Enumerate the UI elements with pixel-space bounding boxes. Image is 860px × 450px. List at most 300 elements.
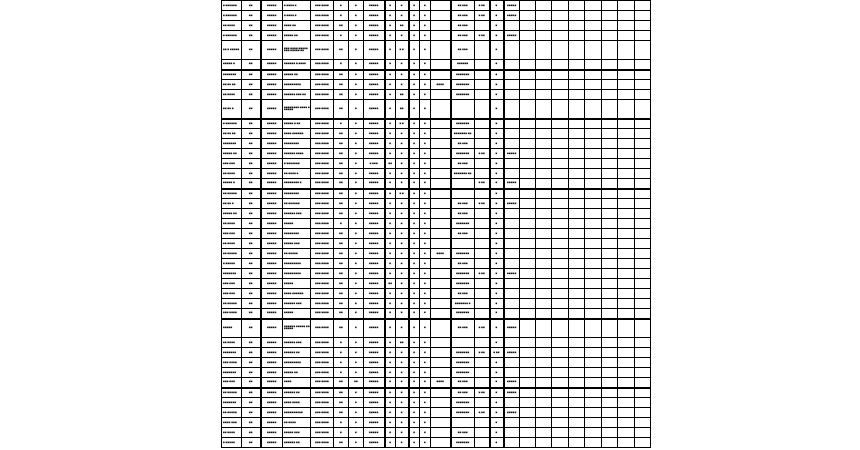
table-cell — [602, 11, 618, 21]
table-cell: ■■■ ■■■■ — [311, 189, 334, 199]
table-cell: ■ — [385, 169, 396, 179]
table-cell — [569, 21, 585, 31]
table-cell: ■■ ■■■■ — [283, 418, 311, 428]
table-cell — [569, 249, 585, 259]
table-cell — [602, 60, 618, 70]
table-cell — [520, 70, 536, 80]
table-cell: ■ — [420, 378, 431, 388]
table-cell: ■■■■■ ■ — [222, 179, 242, 189]
table-cell — [552, 41, 569, 60]
table-cell: ■ — [490, 31, 504, 41]
table-cell — [475, 239, 490, 249]
table-row — [222, 21, 651, 31]
table-cell: ■■■■■■ ■■ — [283, 438, 311, 448]
table-cell: ■■■■■ — [283, 309, 311, 319]
table-cell: ■■■■■ — [364, 249, 385, 259]
table-cell: ■■■ ■■■■ — [311, 41, 334, 60]
table-cell: ■■■ ■■■■ — [311, 179, 334, 189]
table-row — [222, 31, 651, 41]
table-cell: ■ ■■■■■■ — [222, 11, 242, 21]
table-cell: ■ — [420, 100, 431, 119]
table-cell: ■■ — [242, 80, 261, 90]
table-cell: ■ — [385, 229, 396, 239]
table-cell: ■■ — [242, 100, 261, 119]
table-cell: ■■■■■ — [504, 11, 520, 21]
table-cell — [431, 60, 451, 70]
table-cell — [585, 338, 602, 348]
table-cell — [431, 129, 451, 139]
table-cell: ■■■■■■ ■■■ — [283, 299, 311, 309]
table-cell — [504, 219, 520, 229]
table-cell — [552, 229, 569, 239]
table-row — [222, 209, 651, 219]
table-cell — [552, 70, 569, 80]
table-cell: ■■ ■■■■ — [222, 338, 242, 348]
table-cell: ■ — [420, 219, 431, 229]
table-cell: ■ — [349, 31, 364, 41]
table-cell — [552, 179, 569, 189]
table-cell — [552, 438, 569, 448]
table-cell — [585, 219, 602, 229]
table-cell: ■■■■■ — [261, 269, 283, 279]
table-cell: ■ — [334, 119, 349, 129]
table-cell — [618, 199, 635, 209]
table-cell — [520, 41, 536, 60]
table-cell: ■ — [420, 70, 431, 80]
table-cell: ■■■■■ — [364, 199, 385, 209]
table-cell: ■ — [409, 90, 420, 100]
table-cell — [618, 438, 635, 448]
table-cell: ■■■ ■■■■ — [311, 11, 334, 21]
table-cell — [431, 41, 451, 60]
table-cell — [520, 119, 536, 129]
table-cell — [475, 249, 490, 259]
table-cell — [618, 319, 635, 338]
table-cell — [520, 90, 536, 100]
table-cell — [552, 319, 569, 338]
table-cell — [431, 418, 451, 428]
table-cell: ■ — [490, 11, 504, 21]
table-cell — [475, 100, 490, 119]
table-cell: ■ — [409, 309, 420, 319]
table-cell — [585, 319, 602, 338]
table-cell — [602, 309, 618, 319]
table-cell: ■■■■■ — [261, 418, 283, 428]
table-cell: ■ — [396, 428, 409, 438]
table-cell: ■■■■■ — [364, 279, 385, 289]
table-cell — [520, 149, 536, 159]
table-cell: ■ — [490, 269, 504, 279]
table-cell: ■■ ■■■ — [451, 209, 475, 219]
table-cell — [618, 41, 635, 60]
table-cell — [536, 1, 552, 11]
table-cell: ■ — [349, 21, 364, 31]
table-cell — [536, 408, 552, 418]
table-cell — [602, 1, 618, 11]
table-cell: ■■■■ ■■■■■■ — [283, 289, 311, 299]
table-cell: ■■■■ — [431, 80, 451, 90]
table-cell: ■■ — [396, 338, 409, 348]
table-cell: ■■■■■ — [261, 378, 283, 388]
table-cell — [569, 1, 585, 11]
table-cell: ■■■■■ — [364, 289, 385, 299]
table-cell: ■ — [490, 249, 504, 259]
table-cell: ■ — [420, 159, 431, 169]
table-cell: ■■ — [385, 279, 396, 289]
table-cell — [552, 309, 569, 319]
table-cell — [504, 80, 520, 90]
table-cell — [602, 100, 618, 119]
table-cell: ■ — [409, 388, 420, 398]
table-cell: ■ ■■■■ ■ — [283, 11, 311, 21]
table-cell: ■ — [396, 249, 409, 259]
table-cell: ■■ — [242, 319, 261, 338]
table-cell: ■■■■■ — [364, 90, 385, 100]
table-cell — [552, 279, 569, 289]
table-cell: ■■■■■ — [364, 338, 385, 348]
table-cell: ■ — [334, 348, 349, 358]
table-cell: ■■■■■ — [222, 319, 242, 338]
table-cell: ■■■■■ — [364, 41, 385, 60]
table-cell — [618, 80, 635, 90]
table-cell: ■■■■■ — [364, 438, 385, 448]
table-cell: ■ — [409, 199, 420, 209]
table-cell: ■■ — [242, 229, 261, 239]
table-cell — [520, 219, 536, 229]
table-cell — [504, 438, 520, 448]
table-cell — [475, 139, 490, 149]
table-cell — [618, 269, 635, 279]
table-cell: ■ — [349, 338, 364, 348]
table-cell — [602, 289, 618, 299]
table-cell: ■ — [396, 1, 409, 11]
table-cell — [569, 239, 585, 249]
table-cell: ■■ — [334, 100, 349, 119]
table-cell: ■■■■■ — [364, 21, 385, 31]
table-cell: ■ — [490, 159, 504, 169]
table-cell — [504, 60, 520, 70]
table-row — [222, 70, 651, 80]
table-cell: ■ — [385, 119, 396, 129]
table-cell — [552, 368, 569, 378]
table-row — [222, 199, 651, 209]
table-cell — [431, 229, 451, 239]
table-cell — [618, 149, 635, 159]
spreadsheet-table — [221, 0, 651, 448]
table-cell: ■■ ■■■■ — [222, 428, 242, 438]
table-cell: ■ — [349, 129, 364, 139]
table-cell: ■■■ ■■■■ — [311, 149, 334, 159]
table-cell: ■ — [349, 398, 364, 408]
table-cell: ■ — [396, 269, 409, 279]
table-cell: ■ — [385, 358, 396, 368]
table-cell — [504, 139, 520, 149]
table-row — [222, 309, 651, 319]
table-cell: ■ — [349, 100, 364, 119]
table-row — [222, 11, 651, 21]
table-cell: ■ — [396, 229, 409, 239]
table-cell — [618, 259, 635, 269]
table-cell: ■ — [396, 80, 409, 90]
table-cell — [585, 229, 602, 239]
table-cell: ■■■■■■■ — [451, 398, 475, 408]
table-cell: ■■■■■ — [261, 348, 283, 358]
table-cell — [520, 129, 536, 139]
table-cell: ■ ■■■■■■ — [222, 119, 242, 129]
table-cell — [618, 299, 635, 309]
table-cell: ■ — [349, 80, 364, 90]
table-row — [222, 398, 651, 408]
table-cell: ■ — [385, 219, 396, 229]
table-cell — [602, 21, 618, 31]
table-cell: ■■ ■■■ — [451, 139, 475, 149]
table-cell — [585, 348, 602, 358]
table-cell: ■■■■■■■ ■ — [451, 299, 475, 309]
table-cell: ■ — [385, 398, 396, 408]
table-cell: ■ — [396, 169, 409, 179]
table-cell — [618, 60, 635, 70]
table-cell: ■ — [385, 209, 396, 219]
table-cell: ■ — [409, 289, 420, 299]
table-cell — [618, 249, 635, 259]
table-cell — [552, 149, 569, 159]
table-cell: ■ — [349, 239, 364, 249]
table-cell: ■ — [420, 11, 431, 21]
table-cell — [618, 119, 635, 129]
table-cell: ■■■■■ — [261, 259, 283, 269]
table-cell: ■■■■■■ ■■■ — [283, 338, 311, 348]
table-cell — [536, 289, 552, 299]
table-cell: ■■■■■■ ■ ■■■■ — [283, 60, 311, 70]
table-cell — [635, 179, 651, 189]
table-cell: ■ — [409, 408, 420, 418]
table-cell — [635, 348, 651, 358]
table-cell: ■■ ■ ■■■■■ — [222, 41, 242, 60]
table-cell: ■ — [396, 279, 409, 289]
table-cell — [520, 31, 536, 41]
table-cell — [585, 428, 602, 438]
table-cell: ■ — [490, 309, 504, 319]
table-cell — [585, 189, 602, 199]
table-cell — [431, 299, 451, 309]
table-row — [222, 229, 651, 239]
table-cell: ■ — [420, 428, 431, 438]
table-cell: ■ — [490, 289, 504, 299]
table-cell: ■■■ ■■■■ — [311, 358, 334, 368]
table-cell: ■ — [409, 179, 420, 189]
table-cell: ■■■ ■■■■ — [222, 309, 242, 319]
table-cell — [552, 209, 569, 219]
table-cell: ■■ — [242, 169, 261, 179]
table-cell — [585, 408, 602, 418]
table-row — [222, 388, 651, 398]
table-cell — [585, 119, 602, 129]
table-cell: ■■■■ — [431, 378, 451, 388]
table-cell — [536, 368, 552, 378]
table-cell — [504, 338, 520, 348]
table-cell — [569, 90, 585, 100]
table-cell — [602, 229, 618, 239]
table-cell: ■ — [385, 348, 396, 358]
table-cell — [431, 1, 451, 11]
table-cell: ■ — [490, 199, 504, 209]
table-cell: ■■■ ■■■■ — [311, 269, 334, 279]
table-cell: ■ — [490, 80, 504, 90]
table-cell: ■■■■■ — [364, 1, 385, 11]
table-cell: ■■ — [242, 259, 261, 269]
table-cell: ■■■ ■■■ — [222, 159, 242, 169]
table-cell: ■■■■■ — [261, 209, 283, 219]
table-cell: ■■■■■ — [364, 80, 385, 90]
table-cell — [618, 70, 635, 80]
table-cell: ■■■■■■■■■ — [283, 269, 311, 279]
table-cell — [552, 418, 569, 428]
table-cell: ■ — [409, 368, 420, 378]
table-cell: ■■■ ■■■■ — [311, 428, 334, 438]
table-cell: ■ — [396, 388, 409, 398]
table-cell — [431, 199, 451, 209]
table-cell — [569, 41, 585, 60]
table-cell — [635, 1, 651, 11]
table-cell: ■ — [396, 139, 409, 149]
table-cell — [602, 358, 618, 368]
table-cell: ■ — [396, 378, 409, 388]
table-row — [222, 259, 651, 269]
table-cell: ■ — [349, 259, 364, 269]
table-cell: ■ — [409, 60, 420, 70]
table-cell: ■ — [396, 60, 409, 70]
table-cell — [569, 31, 585, 41]
table-cell: ■■■■■ — [364, 269, 385, 279]
table-cell: ■■ ■■■■ ■ — [283, 169, 311, 179]
table-cell: ■■ ■■■■■ — [222, 189, 242, 199]
table-cell: ■ — [349, 90, 364, 100]
table-cell: ■ — [409, 139, 420, 149]
table-cell: ■■■■■■ — [451, 60, 475, 70]
table-cell: ■■■■■ ■■■ — [283, 239, 311, 249]
table-cell: ■ — [409, 219, 420, 229]
table-cell: ■■■ ■■■■ — [311, 100, 334, 119]
table-cell: ■■■■■ — [364, 299, 385, 309]
table-cell: ■■■■■■■ — [451, 368, 475, 378]
table-cell: ■ — [409, 378, 420, 388]
table-cell: ■■■■■■■ — [451, 269, 475, 279]
table-cell — [536, 269, 552, 279]
table-cell: ■ — [349, 368, 364, 378]
table-cell: ■■■■■■■ — [451, 309, 475, 319]
table-cell — [431, 11, 451, 21]
table-cell: ■■■■■ — [261, 398, 283, 408]
table-cell: ■■■■■ — [261, 428, 283, 438]
table-cell — [504, 119, 520, 129]
table-cell: ■■■■■ — [261, 438, 283, 448]
table-cell — [618, 229, 635, 239]
table-cell: ■ ■■ — [475, 199, 490, 209]
table-cell: ■■ — [242, 129, 261, 139]
table-cell: ■ — [490, 358, 504, 368]
table-cell: ■■ — [242, 209, 261, 219]
table-cell — [431, 279, 451, 289]
table-cell — [504, 428, 520, 438]
table-cell — [585, 139, 602, 149]
table-cell: ■■ — [242, 348, 261, 358]
table-cell: ■■■■■ — [261, 139, 283, 149]
table-cell — [431, 70, 451, 80]
table-row — [222, 1, 651, 11]
table-cell — [552, 139, 569, 149]
table-cell: ■■ ■■■ — [451, 1, 475, 11]
table-cell — [618, 398, 635, 408]
table-cell: ■ — [420, 21, 431, 31]
table-cell: ■■■ ■■■■ — [311, 388, 334, 398]
table-cell: ■■ ■■■ — [451, 388, 475, 398]
table-cell: ■■ — [334, 388, 349, 398]
table-cell: ■■ ■■■ — [451, 11, 475, 21]
table-cell: ■ — [409, 348, 420, 358]
table-cell: ■■■■■ — [504, 269, 520, 279]
table-cell: ■ ■■■■■ — [222, 438, 242, 448]
table-cell: ■■ — [242, 239, 261, 249]
table-cell: ■■■ ■■■■ — [311, 80, 334, 90]
table-cell — [552, 408, 569, 418]
table-cell: ■ ■■ — [475, 408, 490, 418]
table-cell: ■ — [396, 129, 409, 139]
table-cell: ■■■■■ — [261, 219, 283, 229]
table-cell: ■■■■ — [283, 378, 311, 388]
table-cell: ■■■■■ — [364, 309, 385, 319]
table-cell — [602, 299, 618, 309]
table-cell — [602, 139, 618, 149]
table-cell — [520, 378, 536, 388]
table-cell — [475, 259, 490, 269]
table-cell: ■■ — [242, 149, 261, 159]
table-cell: ■■ — [242, 279, 261, 289]
table-cell: ■ — [409, 129, 420, 139]
table-cell: ■■■■■■■ ■■ — [451, 169, 475, 179]
table-cell: ■ — [349, 41, 364, 60]
table-cell: ■■■ ■■■ — [222, 289, 242, 299]
table-cell — [504, 299, 520, 309]
table-cell: ■■ — [334, 90, 349, 100]
table-cell: ■ — [396, 239, 409, 249]
table-cell: ■■■■■ — [283, 279, 311, 289]
table-cell: ■ — [409, 159, 420, 169]
table-cell: ■ — [396, 358, 409, 368]
table-cell: ■■■ ■■■ — [222, 279, 242, 289]
table-cell: ■ — [385, 139, 396, 149]
table-row — [222, 269, 651, 279]
table-cell: ■ — [420, 149, 431, 159]
table-cell — [475, 219, 490, 229]
table-cell: ■ — [396, 209, 409, 219]
table-cell — [431, 100, 451, 119]
table-cell — [552, 259, 569, 269]
table-cell — [536, 338, 552, 348]
table-row — [222, 119, 651, 129]
table-cell — [536, 149, 552, 159]
table-cell: ■■■■■ — [261, 189, 283, 199]
table-cell — [585, 90, 602, 100]
table-cell — [520, 159, 536, 169]
table-cell: ■■■■■ — [504, 31, 520, 41]
table-cell — [475, 299, 490, 309]
table-cell: ■■■■■■ ■■■ ■■ — [283, 90, 311, 100]
table-cell — [552, 249, 569, 259]
table-cell — [569, 259, 585, 269]
table-cell: ■ — [490, 70, 504, 80]
table-cell: ■ — [409, 11, 420, 21]
table-cell: ■■■■■ — [364, 189, 385, 199]
